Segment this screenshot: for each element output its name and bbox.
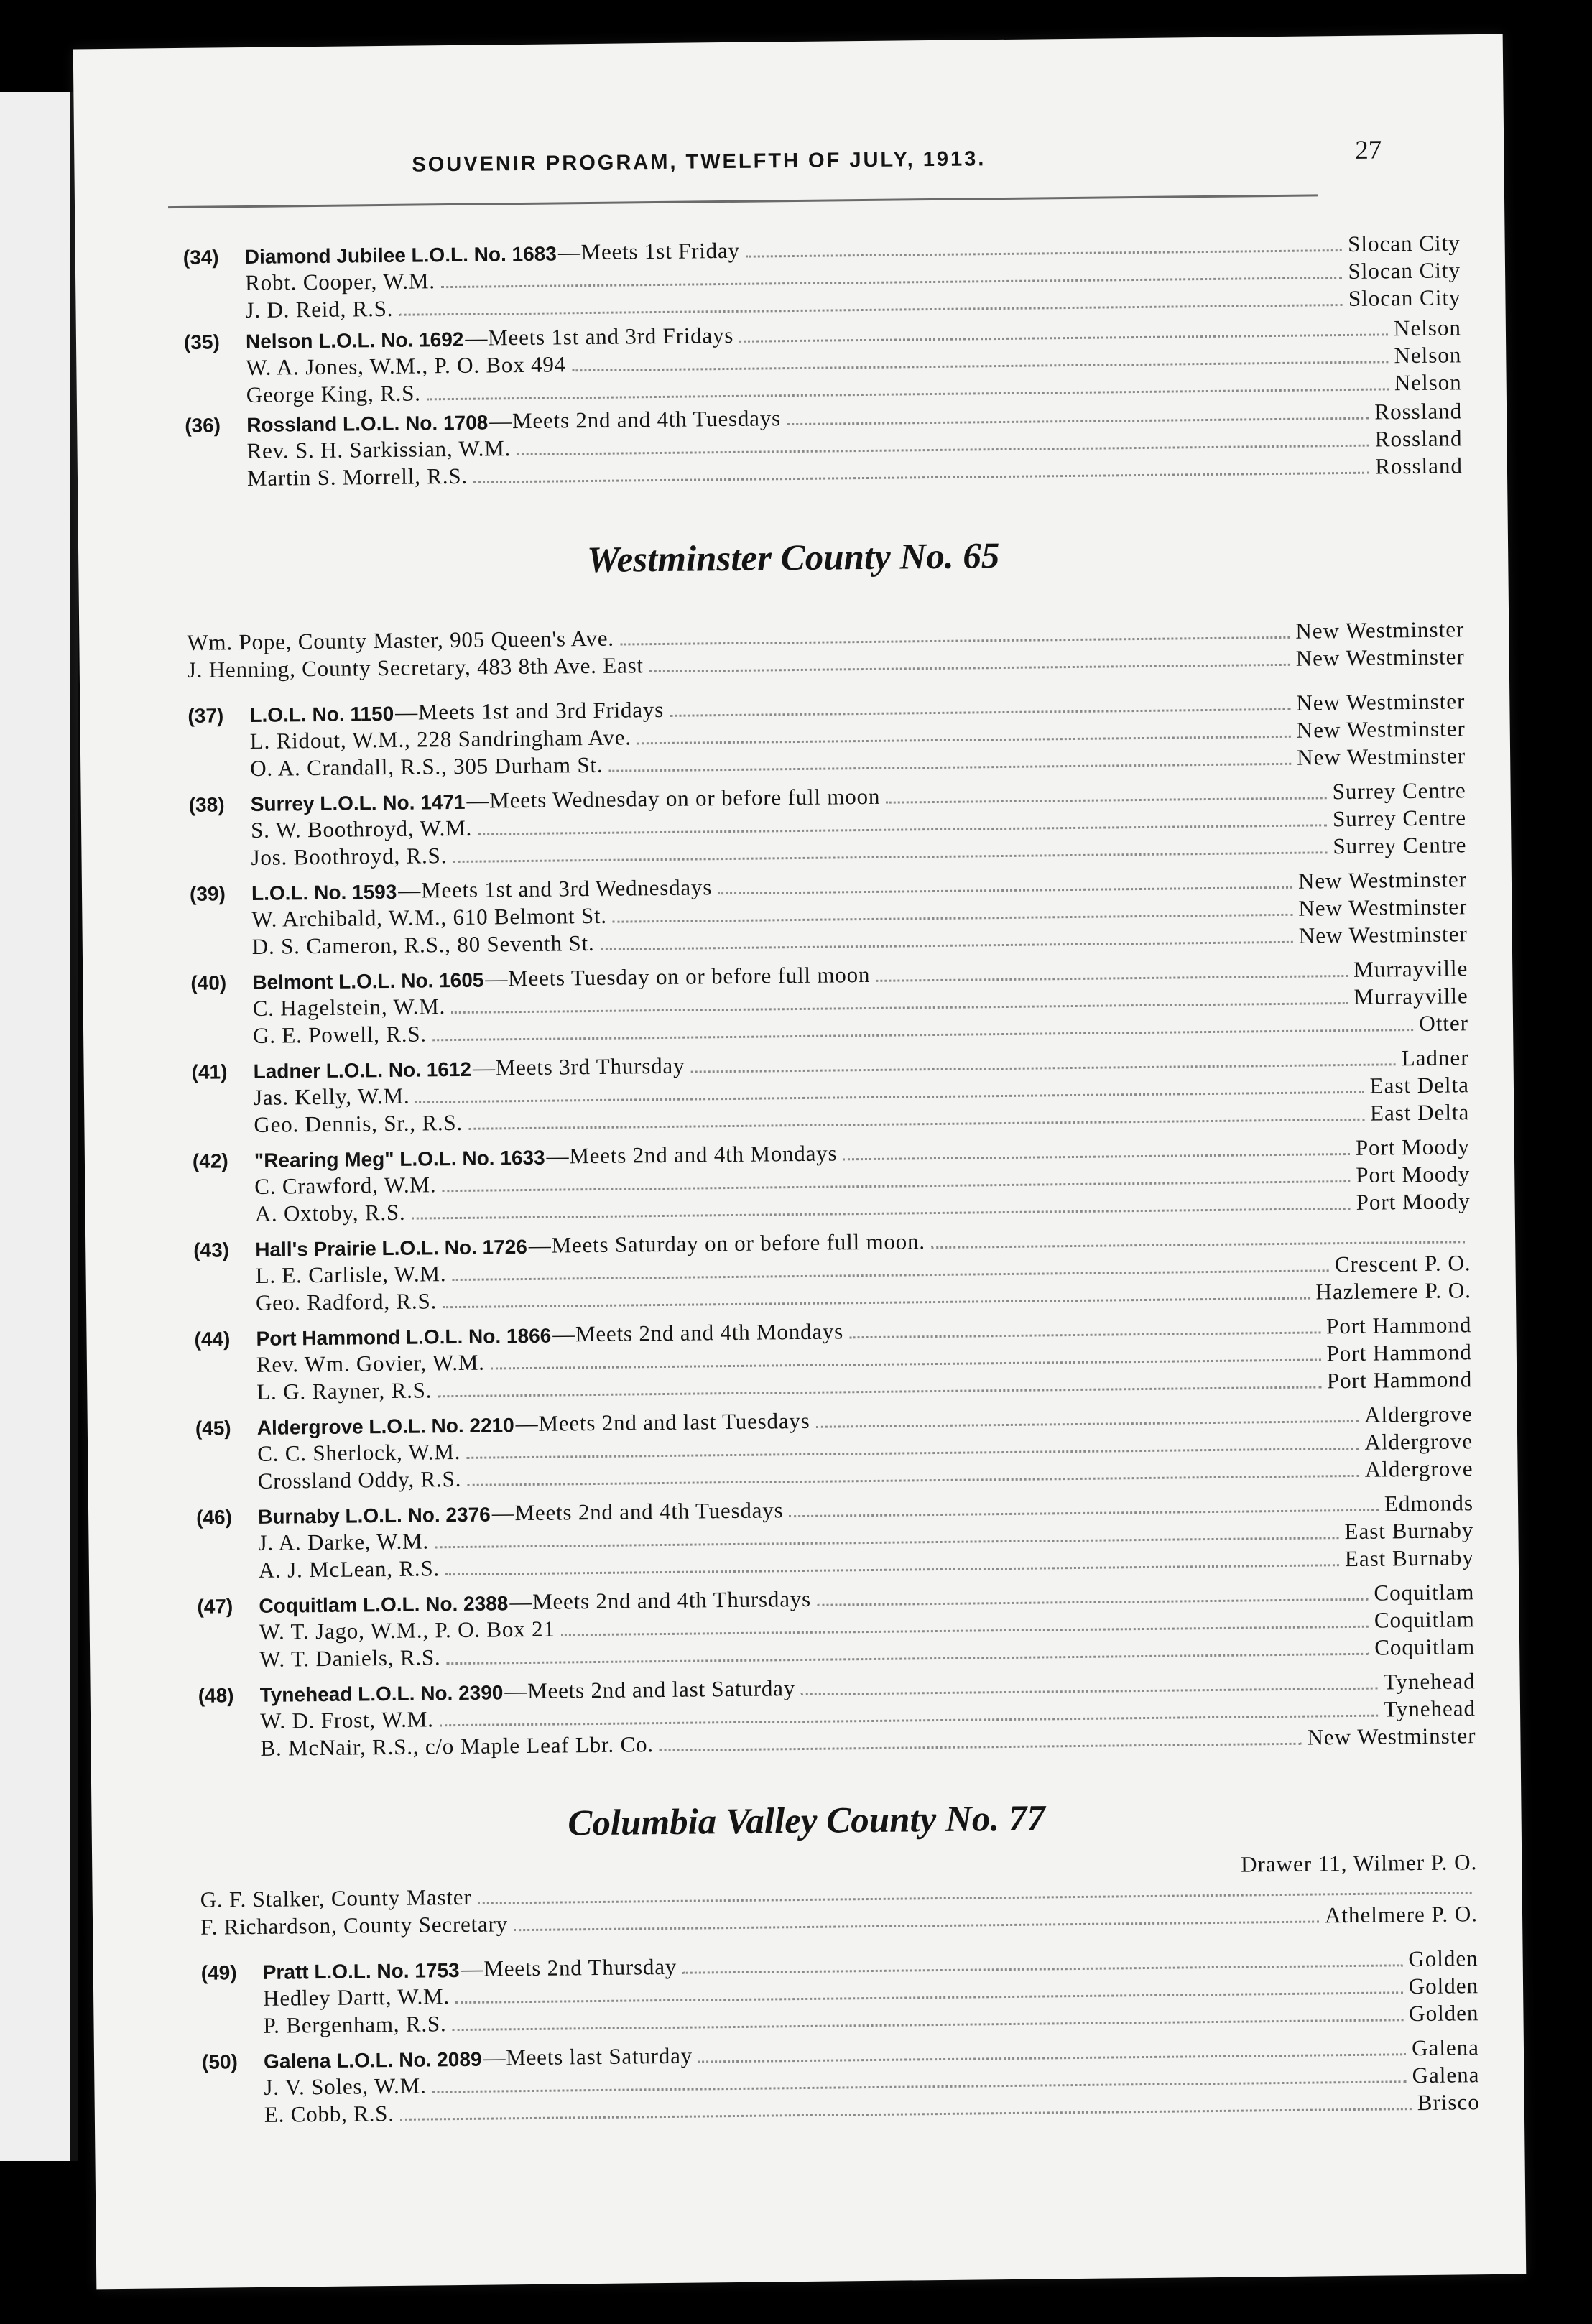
officer-place: Surrey Centre [1333, 832, 1467, 859]
officer-name: L. Ridout, W.M., 228 Sandringham Ave. [249, 724, 632, 754]
dot-leader [412, 1208, 1351, 1220]
lodge-number: (43) [193, 1239, 230, 1261]
indent [198, 1672, 259, 1673]
meeting-schedule: —Meets 3rd Thursday [472, 1052, 685, 1080]
lodge-number: (49) [200, 1961, 237, 1984]
dot-leader [682, 1964, 1402, 1973]
indent [193, 1138, 254, 1139]
officer-place: Rossland [1374, 425, 1463, 452]
indent [194, 1316, 256, 1317]
dot-leader [746, 249, 1342, 258]
meeting-schedule: —Meets 2nd and 4th Tuesdays [491, 1497, 784, 1526]
dot-leader [432, 1029, 1413, 1041]
officer-place: Murrayville [1353, 983, 1468, 1009]
meeting-schedule: —Meets 2nd and 4th Mondays [546, 1140, 838, 1169]
header-title: SOUVENIR PROGRAM, TWELFTH OF JULY, 1913. [412, 147, 986, 177]
lodge-name: Hall's Prairie L.O.L. No. 1726 [255, 1235, 527, 1261]
lodge-place: Coquitlam [1374, 1579, 1475, 1606]
dot-leader [601, 941, 1293, 950]
facing-page-edge [0, 92, 78, 2161]
dot-leader [801, 1688, 1378, 1695]
officer-name: Geo. Dennis, Sr., R.S. [254, 1109, 463, 1137]
officer-place: Slocan City [1348, 257, 1461, 284]
lodge-name: Ladner L.O.L. No. 1612 [253, 1057, 472, 1083]
officer-place: Nelson [1394, 369, 1462, 396]
lodge-name: Pratt L.O.L. No. 1753 [262, 1959, 460, 1983]
dot-leader [931, 1241, 1465, 1249]
indent [199, 1761, 261, 1762]
officer-place: New Westminster [1307, 1723, 1476, 1750]
officer-place: Slocan City [1348, 284, 1461, 311]
officer-place: East Burnaby [1344, 1545, 1475, 1572]
lodge-name: "Rearing Meg" L.O.L. No. 1633 [254, 1146, 545, 1172]
dot-leader [637, 736, 1291, 745]
dot-leader [690, 1063, 1395, 1073]
indent [195, 1405, 257, 1406]
officer-name: Hedley Dartt, W.M. [262, 1983, 450, 2011]
officer-name: J. V. Soles, W.M. [264, 2073, 427, 2100]
page-number: 27 [1355, 135, 1382, 165]
dot-leader [849, 1331, 1320, 1338]
county-officer-name: Wm. Pope, County Master, 905 Queen's Ave. [187, 625, 615, 655]
lodge-place: Rossland [1374, 398, 1463, 425]
dot-leader [445, 1564, 1339, 1575]
lodge-place: Aldergrove [1364, 1401, 1473, 1427]
officer-place: East Burnaby [1344, 1517, 1474, 1545]
indent [185, 408, 246, 409]
dot-leader [670, 708, 1290, 717]
county-heading: Westminster County No. 65 [586, 536, 1000, 581]
lodge-number: (39) [189, 882, 226, 905]
meeting-schedule: —Meets 1st and 3rd Wednesdays [398, 874, 713, 903]
officer-name: C. Crawford, W.M. [254, 1172, 437, 1199]
officer-name: Robt. Cooper, W.M. [244, 268, 435, 296]
officer-place: Tynehead [1383, 1695, 1476, 1722]
officer-place: Aldergrove [1364, 1455, 1473, 1482]
lodge-place: Port Moody [1355, 1134, 1471, 1160]
dot-leader [718, 886, 1292, 894]
county-heading: Columbia Valley County No. 77 [568, 1798, 1046, 1844]
lodge-name: Port Hammond L.O.L. No. 1866 [256, 1324, 552, 1350]
dot-leader [698, 2053, 1406, 2063]
dot-leader [467, 1475, 1359, 1486]
lodge-number: (34) [182, 246, 219, 269]
officer-place: New Westminster [1296, 716, 1466, 743]
meeting-schedule: —Meets 2nd and 4th Tuesdays [489, 405, 782, 434]
officer-place: Nelson [1394, 342, 1462, 369]
dot-leader [876, 975, 1348, 982]
officer-name: D. S. Cameron, R.S., 80 Seventh St. [251, 930, 595, 959]
lodge-place: Ladner [1401, 1045, 1469, 1071]
officer-name: O. A. Crandall, R.S., 305 Durham St. [250, 751, 603, 781]
lodge-place: New Westminster [1296, 688, 1466, 716]
dot-leader [453, 851, 1327, 863]
lodge-place: Port Hammond [1325, 1312, 1472, 1339]
officer-name: W. A. Jones, W.M., P. O. Box 494 [246, 351, 567, 381]
lodge-number: (42) [192, 1149, 228, 1172]
lodge-number: (37) [188, 704, 224, 727]
dot-leader [817, 1598, 1369, 1606]
indent [197, 1583, 259, 1584]
officer-name: C. Hagelstein, W.M. [252, 994, 446, 1021]
county-officer-name: J. Henning, County Secretary, 483 8th Ave. East [187, 652, 644, 682]
officer-name: L. G. Rayner, R.S. [256, 1377, 432, 1404]
officer-place: East Delta [1369, 1072, 1470, 1098]
officer-name: George King, R.S. [246, 380, 421, 408]
county-officer-name: F. Richardson, County Secretary [200, 1911, 509, 1940]
officer-place: Rossland [1375, 453, 1463, 479]
meeting-schedule: —Meets Saturday on or before full moon. [528, 1228, 926, 1258]
dot-leader [787, 417, 1369, 425]
lodge-directory [73, 34, 1527, 2290]
officer-name: A. J. McLean, R.S. [258, 1555, 440, 1583]
dot-leader [816, 1420, 1359, 1428]
county-officer-place: Drawer 11, Wilmer P. O. [1240, 1849, 1478, 1877]
officer-place: New Westminster [1297, 743, 1466, 770]
dot-leader [613, 914, 1293, 923]
officer-place: Golden [1409, 2000, 1479, 2027]
dot-leader [400, 2108, 1412, 2121]
officer-place: Port Moody [1356, 1188, 1471, 1215]
officer-name: Jas. Kelly, W.M. [253, 1083, 410, 1110]
officer-place: New Westminster [1298, 921, 1468, 948]
indent [184, 323, 246, 324]
lodge-name: Burnaby L.O.L. No. 2376 [257, 1503, 491, 1528]
officer-place: New Westminster [1298, 894, 1468, 921]
lodge-number: (50) [201, 2050, 239, 2073]
officer-name: B. McNair, R.S., c/o Maple Leaf Lbr. Co. [260, 1731, 654, 1761]
officer-name: E. Cobb, R.S. [264, 2100, 394, 2127]
officer-place: Brisco [1417, 2089, 1480, 2116]
meeting-schedule: —Meets Wednesday on or before full moon [466, 783, 881, 813]
dot-leader [608, 763, 1291, 772]
meeting-schedule: —Meets 2nd and 4th Mondays [552, 1318, 844, 1347]
indent [193, 1227, 255, 1228]
lodge-number: (46) [195, 1506, 233, 1529]
dot-leader [447, 1653, 1369, 1665]
officer-name: Martin S. Morrell, R.S. [246, 463, 468, 491]
county-officer-place: New Westminster [1295, 644, 1465, 671]
lodge-name: Surrey L.O.L. No. 1471 [250, 790, 466, 815]
officer-name: W. T. Daniels, R.S. [259, 1644, 441, 1672]
lodge-number: (35) [183, 330, 220, 353]
lodge-name: Galena L.O.L. No. 2089 [263, 2047, 482, 2073]
officer-place: East Delta [1369, 1099, 1470, 1126]
lodge-place: Nelson [1393, 315, 1462, 341]
lodge-number: (36) [185, 414, 221, 437]
officer-place: Coquitlam [1374, 1634, 1476, 1660]
officer-name: Rev. Wm. Govier, W.M. [256, 1349, 485, 1377]
meeting-schedule: —Meets last Saturday [483, 2042, 693, 2070]
meeting-schedule: —Meets 1st and 3rd Fridays [465, 322, 734, 351]
meeting-schedule: —Meets 1st Friday [557, 237, 740, 265]
officer-name: C. C. Sherlock, W.M. [257, 1438, 461, 1466]
dot-leader [886, 797, 1327, 803]
lodge-name: Rossland L.O.L. No. 1708 [246, 411, 489, 437]
dot-leader [739, 333, 1388, 342]
officer-place: Coquitlam [1374, 1606, 1475, 1633]
officer-place: Crescent P. O. [1334, 1250, 1471, 1277]
indent [196, 1494, 258, 1495]
officer-name: W. Archibald, W.M., 610 Belmont St. [251, 902, 608, 932]
officer-place: Galena [1412, 2062, 1480, 2088]
officer-name: Geo. Radford, R.S. [255, 1288, 438, 1315]
dot-leader [468, 1119, 1364, 1130]
officer-name: P. Bergenham, R.S. [263, 2011, 447, 2038]
officer-name: A. Oxtoby, R.S. [254, 1199, 406, 1226]
lodge-place: Golden [1408, 1945, 1478, 1972]
dot-leader [514, 1920, 1319, 1931]
lodge-number: (38) [188, 793, 225, 816]
officer-place: Golden [1408, 1973, 1479, 1999]
officer-name: W. T. Jago, W.M., P. O. Box 21 [259, 1616, 555, 1644]
officer-place: Port Moody [1356, 1161, 1471, 1188]
county-officer-place: Athelmere P. O. [1324, 1901, 1478, 1928]
county-officer-name: G. F. Stalker, County Master [200, 1884, 472, 1912]
lodge-number: (44) [194, 1328, 231, 1351]
officer-name: S. W. Boothroyd, W.M. [250, 815, 473, 843]
officer-name: Jos. Boothroyd, R.S. [251, 843, 448, 870]
lodge-place: New Westminster [1297, 866, 1468, 894]
dot-leader [453, 2019, 1404, 2031]
document-page [73, 34, 1527, 2290]
dot-leader [843, 1153, 1350, 1160]
dot-leader [789, 1509, 1379, 1518]
officer-name: Crossland Oddy, R.S. [257, 1466, 462, 1494]
lodge-number: (45) [195, 1417, 231, 1440]
officer-name: W. D. Frost, W.M. [259, 1706, 434, 1733]
dot-leader [443, 1297, 1310, 1309]
indent [191, 1049, 253, 1050]
lodge-name: Belmont L.O.L. No. 1605 [252, 968, 484, 994]
dot-leader [473, 472, 1369, 483]
dot-leader [438, 1386, 1321, 1397]
lodge-name: Tynehead L.O.L. No. 2390 [259, 1681, 504, 1706]
meeting-schedule: —Meets 2nd and 4th Thursdays [509, 1585, 812, 1615]
lodge-place: Surrey Centre [1332, 777, 1466, 805]
dot-leader [620, 636, 1290, 646]
officer-place: Port Hammond [1326, 1339, 1473, 1366]
lodge-name: L.O.L. No. 1150 [249, 702, 394, 726]
officer-name: L. E. Carlisle, W.M. [255, 1261, 447, 1288]
lodge-name: Diamond Jubilee L.O.L. No. 1683 [244, 242, 557, 269]
lodge-name: Aldergrove L.O.L. No. 2210 [256, 1414, 514, 1439]
officer-name: Rev. S. H. Sarkissian, W.M. [246, 435, 512, 464]
lodge-place: Galena [1412, 2034, 1480, 2061]
dot-leader [660, 1743, 1302, 1751]
meeting-schedule: —Meets 2nd and last Tuesdays [515, 1407, 810, 1437]
meeting-schedule: —Meets 2nd and last Saturday [504, 1675, 796, 1704]
officer-place: Port Hammond [1326, 1366, 1473, 1394]
meeting-schedule: —Meets Tuesday on or before full moon [485, 961, 871, 991]
officer-name: J. D. Reid, R.S. [245, 295, 394, 323]
officer-name: G. E. Powell, R.S. [252, 1021, 427, 1048]
officer-place: Hazlemere P. O. [1315, 1277, 1472, 1305]
lodge-number: (40) [190, 971, 227, 994]
meeting-schedule: —Meets 2nd Thursday [461, 1953, 677, 1981]
lodge-number: (47) [197, 1595, 233, 1618]
dot-leader [399, 304, 1343, 316]
lodge-place: Murrayville [1353, 955, 1468, 982]
indent [202, 2039, 264, 2040]
lodge-name: Coquitlam L.O.L. No. 2388 [259, 1592, 509, 1617]
officer-place: Otter [1419, 1010, 1469, 1036]
indent [185, 491, 247, 492]
indent [203, 2128, 264, 2129]
lodge-name: L.O.L. No. 1593 [251, 880, 397, 904]
lodge-place: Edmonds [1384, 1490, 1474, 1517]
lodge-place: Slocan City [1347, 230, 1461, 256]
officer-name: J. A. Darke, W.M. [258, 1528, 430, 1555]
lodge-number: (48) [198, 1684, 234, 1707]
lodge-name: Nelson L.O.L. No. 1692 [245, 328, 464, 353]
officer-place: Aldergrove [1364, 1428, 1473, 1455]
county-officer-place: New Westminster [1295, 616, 1465, 644]
lodge-number: (41) [191, 1060, 228, 1083]
lodge-place: Tynehead [1383, 1668, 1476, 1695]
officer-place: Surrey Centre [1332, 805, 1467, 832]
dot-leader [649, 664, 1290, 672]
meeting-schedule: —Meets 1st and 3rd Fridays [394, 696, 665, 725]
